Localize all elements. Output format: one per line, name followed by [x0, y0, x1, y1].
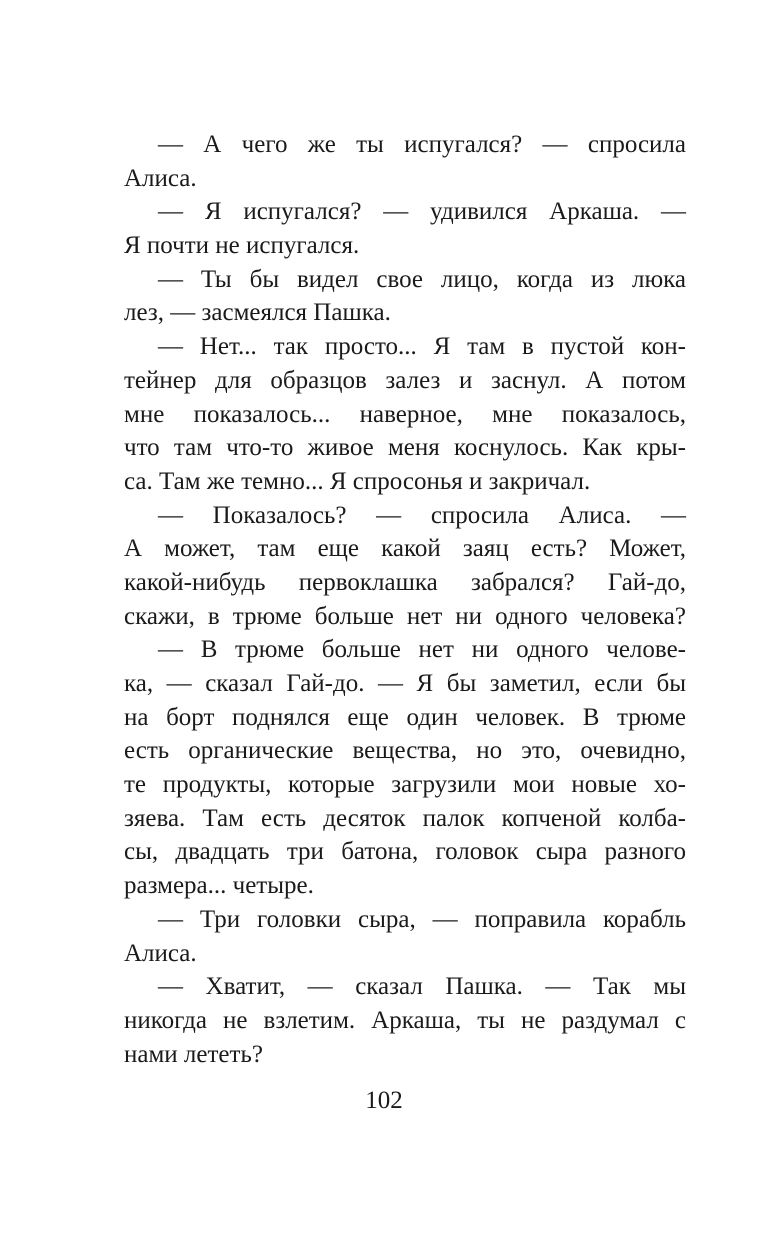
text-line: нами лететь? — [124, 1040, 263, 1068]
body-text — [124, 128, 686, 1071]
page-number: 102 — [365, 1087, 403, 1114]
text-line: — Я испугался? — удивился Аркаша. — — [158, 198, 686, 226]
text-line: тейнер для образцов залез и заснул. А потом — [124, 366, 686, 394]
text-line: Алиса. — [124, 939, 197, 967]
text-line: — Показалось? — спросила Алиса. — — [158, 501, 686, 529]
text-line: — Хватит, — сказал Пашка. — Так мы — [158, 973, 686, 1001]
text-line: — В трюме больше нет ни одного челове- — [158, 636, 686, 664]
text-line: — Три головки сыра, — поправила корабль — [158, 905, 686, 933]
text-line: есть органические вещества, но это, очевидно, — [124, 737, 686, 765]
text-line: Алиса. — [124, 164, 197, 192]
text-line: зяева. Там есть десяток палок копченой колба- — [124, 804, 686, 832]
text-line: — Ты бы видел свое лицо, когда из люка — [158, 265, 686, 293]
text-line: какой-нибудь первоклашка забрался? Гай-до, — [124, 568, 686, 596]
text-line: никогда не взлетим. Аркаша, ты не раздумал с — [124, 1006, 686, 1034]
text-line: — Нет... так просто... Я там в пустой кон- — [158, 333, 686, 361]
text-line: те продукты, которые загрузили мои новые хо- — [124, 771, 686, 799]
text-line: — А чего же ты испугался? — спросила — [158, 131, 686, 158]
text-line: ка, — сказал Гай-до. — Я бы заметил, если бы — [124, 670, 686, 697]
text-line: что там что-то живое меня коснулось. Как кры- — [124, 434, 686, 462]
text-line: размера... четыре. — [124, 872, 314, 900]
text-line: лез, — засмеялся Пашка. — [124, 299, 391, 327]
text-line: Я почти не испугался. — [124, 232, 360, 260]
text-line: скажи, в трюме больше нет ни одного человека? — [124, 602, 686, 630]
text-line: мне показалось... наверное, мне показалось, — [124, 400, 686, 428]
text-line: А может, там еще какой заяц есть? Может, — [124, 535, 686, 563]
text-line: са. Там же темно... Я спросонья и закричал. — [124, 467, 591, 495]
text-line: сы, двадцать три батона, головок сыра разного — [124, 838, 686, 866]
text-line: на борт поднялся еще один человек. В трюме — [124, 703, 686, 731]
